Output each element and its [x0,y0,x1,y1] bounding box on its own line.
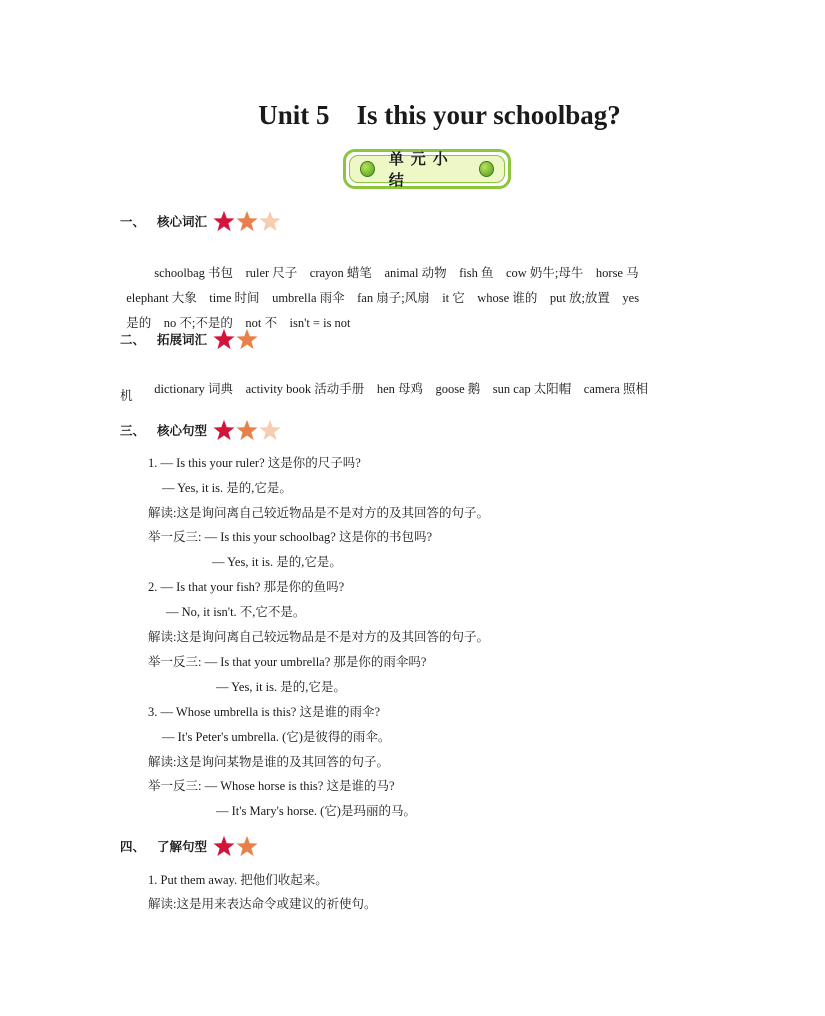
two-star-rating-icon [213,835,259,857]
section-heading-core-sentences: 三、 核心句型 [120,418,282,442]
sentence-line: 解读:这是询问离自己较近物品是不是对方的及其回答的句子。 [148,506,489,520]
sentence-line: — Yes, it is. 是的,它是。 [216,680,346,694]
green-dot-icon [360,161,375,177]
section-heading-extended-vocab: 二、 拓展词汇 [120,327,259,351]
sentence-line: 2. — Is that your fish? 那是你的鱼吗? [148,580,345,594]
sentence-line: — Yes, it is. 是的,它是。 [212,555,342,569]
vocab-line: elephant 大象 time 时间 umbrella 雨伞 fan 扇子;风扇 it 它 whose 谁的 put 放;放置 yes [126,291,640,305]
vocab-line: dictionary 词典 activity book 活动手册 hen 母鸡 goose 鹅 sun cap 太阳帽 camera 照相 [154,382,648,396]
sentence-line: 解读:这是询问离自己较远物品是不是对方的及其回答的句子。 [148,630,489,644]
page-title: Unit 5 Is this your schoolbag? [258,100,621,130]
sentence-line: — It's Peter's umbrella. (它)是彼得的雨伞。 [162,730,391,744]
vocab-line: schoolbag 书包 ruler 尺子 crayon 蜡笔 animal 动物 fish 鱼 cow 奶牛;母牛 horse 马 [154,266,639,280]
three-star-rating-icon [213,210,282,232]
sentence-line: 解读:这是询问某物是谁的及其回答的句子。 [148,755,389,769]
vocab-line: 机 [120,389,133,403]
sentence-line: 1. Put them away. 把他们收起来。 [148,873,328,887]
sentence-line: 3. — Whose umbrella is this? 这是谁的雨伞? [148,705,381,719]
sentence-line: — Yes, it is. 是的,它是。 [162,481,292,495]
sentence-line: — It's Mary's horse. (它)是玛丽的马。 [216,804,416,818]
vocab-line: 是的 no 不;不是的 not 不 isn't = is not [126,316,351,330]
section-heading-core-vocab: 一、 核心词汇 [120,209,282,233]
sentence-line: — No, it isn't. 不,它不是。 [166,605,306,619]
banner-label: 单元小结 [388,150,455,189]
section-heading-extra-sentences: 四、 了解句型 [120,834,259,858]
sentence-line: 举一反三: — Whose horse is this? 这是谁的马? [148,779,395,793]
three-star-rating-icon [213,419,282,441]
unit-summary-banner [343,149,511,189]
sentence-line: 1. — Is this your ruler? 这是你的尺子吗? [148,456,361,470]
sentence-line: 举一反三: — Is that your umbrella? 那是你的雨伞吗? [148,655,427,669]
two-star-rating-icon [213,328,259,350]
green-dot-icon [479,161,494,177]
sentence-line: 举一反三: — Is this your schoolbag? 这是你的书包吗? [148,530,433,544]
sentence-line: 解读:这是用来表达命令或建议的祈使句。 [148,897,377,911]
